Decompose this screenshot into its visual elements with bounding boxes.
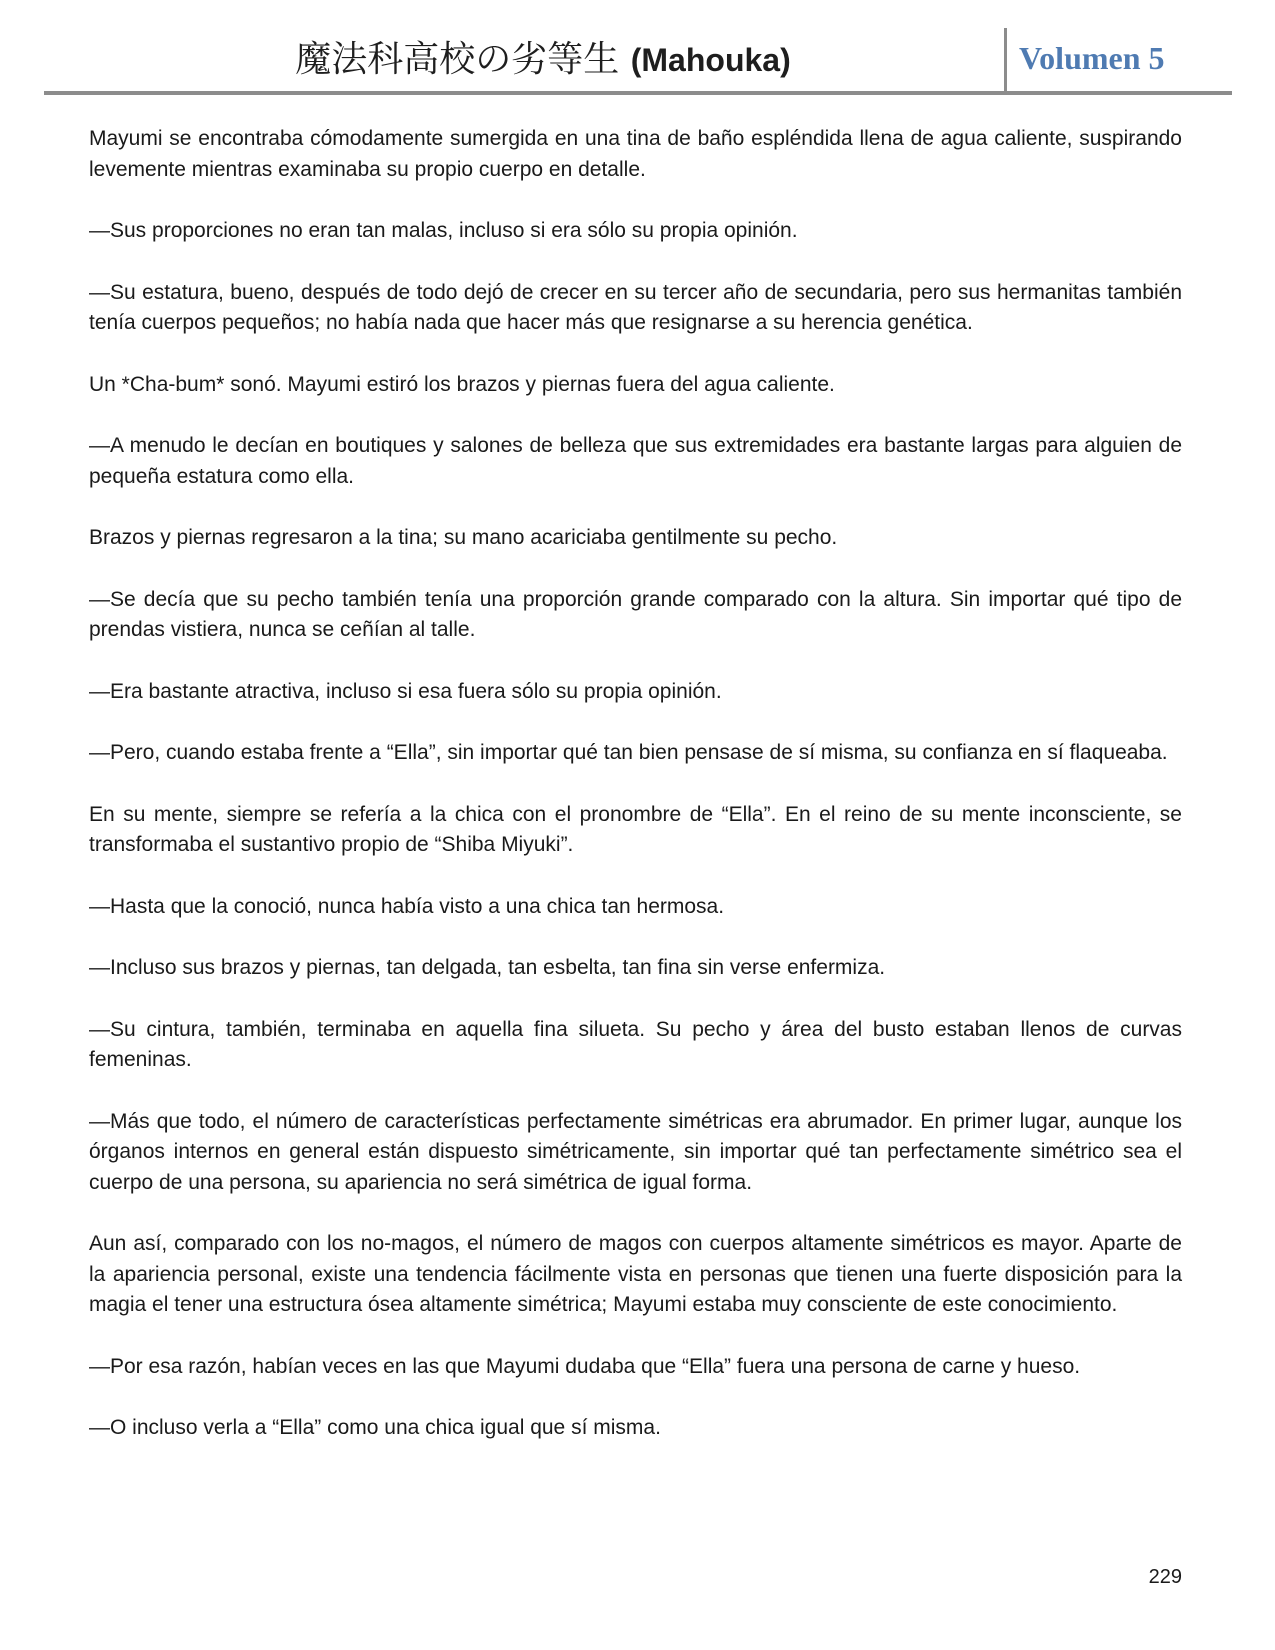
header-divider bbox=[1004, 28, 1007, 92]
paragraph: —Pero, cuando estaba frente a “Ella”, sin importar qué tan bien pensase de sí misma, su confianza en sí flaqueaba. bbox=[89, 741, 1168, 764]
page-number: 229 bbox=[1148, 1566, 1182, 1588]
paragraph: —Su estatura, bueno, después de todo dejó de crecer en su tercer año de secundaria, pero sus hermanitas también tenía cuerpos pequeños; no había nada que hacer más que resignarse a su herencia genética. bbox=[89, 280, 1182, 334]
page-body bbox=[89, 124, 1182, 1475]
volume-label: Volumen 5 bbox=[1019, 40, 1165, 76]
paragraph: Mayumi se encontraba cómodamente sumergida en una tina de baño espléndida llena de agua caliente, suspirando levemente mientras examinaba su propio cuerpo en detalle. bbox=[89, 127, 1182, 181]
paragraph: —Sus proporciones no eran tan malas, incluso si era sólo su propia opinión. bbox=[89, 219, 798, 242]
paragraph: —A menudo le decían en boutiques y salones de belleza que sus extremidades era bastante largas para alguien de pequeña estatura como ella. bbox=[89, 434, 1182, 488]
paragraph: Brazos y piernas regresaron a la tina; su mano acariciaba gentilmente su pecho. bbox=[89, 526, 838, 549]
paragraph: —Por esa razón, habían veces en las que Mayumi dudaba que “Ella” fuera una persona de carne y hueso. bbox=[89, 1354, 1081, 1378]
book-title-romanized: (Mahouka) bbox=[630, 42, 791, 78]
paragraph: —Incluso sus brazos y piernas, tan delgada, tan esbelta, tan fina sin verse enfermiza. bbox=[89, 956, 886, 979]
paragraph: —Se decía que su pecho también tenía una proporción grande comparado con la altura. Sin importar qué tipo de prendas vistiera, nunca se ceñían al talle. bbox=[89, 587, 1182, 641]
paragraph: —Más que todo, el número de características perfectamente simétricas era abrumador. En primer lugar, aunque los órganos internos en general están dispuesto simétricamente, sin importar qué tan perfectamente simétrico sea el cuerpo de una persona, su apariencia no será simétrica de igual forma. bbox=[89, 1109, 1182, 1194]
book-title-japanese: 魔法科高校の劣等生 bbox=[295, 39, 620, 80]
paragraph: —Hasta que la conoció, nunca había visto a una chica tan hermosa. bbox=[89, 894, 725, 918]
paragraph: Aun así, comparado con los no-magos, el número de magos con cuerpos altamente simétricos es mayor. Aparte de la apariencia personal, existe una tendencia fácilmente vista en personas que tienen una fuerte disposición para la magia el tener una estructura ósea altamente simétrica; Mayumi estaba muy consciente de este conocimiento. bbox=[89, 1232, 1182, 1316]
paragraph: En su mente, siempre se refería a la chica con el pronombre de “Ella”. En el reino de su mente inconsciente, se transformaba el sustantivo propio de “Shiba Miyuki”. bbox=[89, 802, 1182, 856]
paragraph: —Su cintura, también, terminaba en aquella fina silueta. Su pecho y área del busto estaban llenos de curvas femeninas. bbox=[89, 1017, 1182, 1071]
book-title bbox=[44, 38, 1042, 82]
paragraph: —O incluso verla a “Ella” como una chica igual que sí misma. bbox=[89, 1416, 661, 1439]
paragraph: —Era bastante atractiva, incluso si esa fuera sólo su propia opinión. bbox=[89, 679, 722, 703]
header-rule bbox=[44, 91, 1232, 95]
page-header bbox=[44, 28, 1232, 94]
paragraph: Un *Cha-bum* sonó. Mayumi estiró los brazos y piernas fuera del agua caliente. bbox=[89, 372, 835, 396]
